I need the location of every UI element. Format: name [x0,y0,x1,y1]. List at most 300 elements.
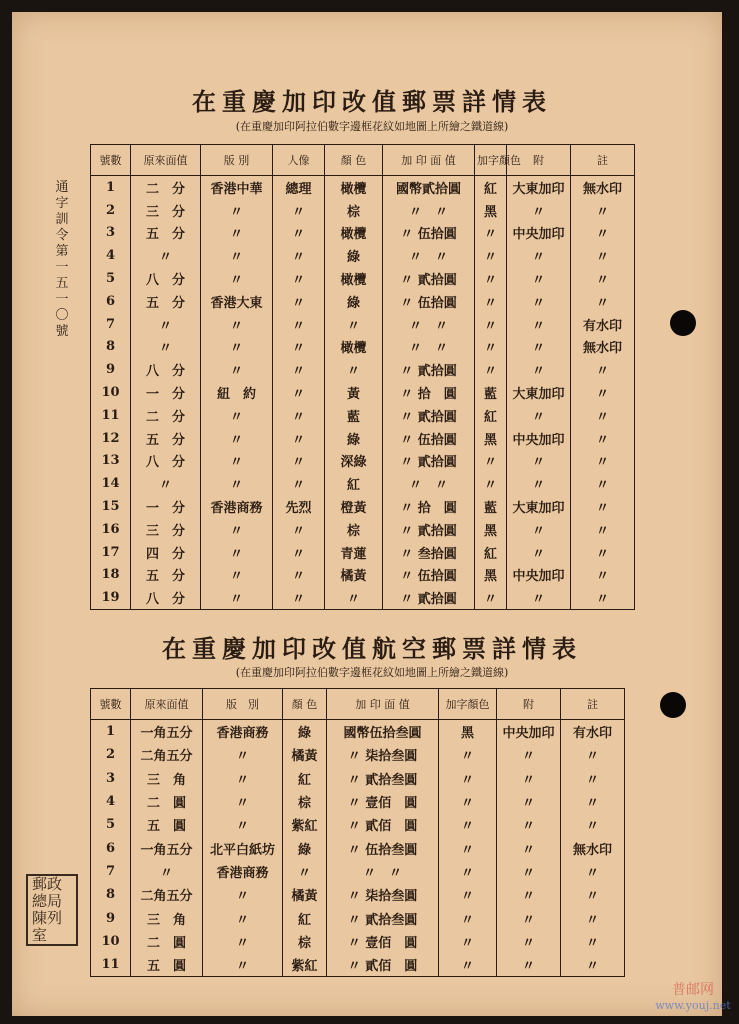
table1-cell-original-value: 八 分 [131,267,201,290]
table1-cell-number: 15 [91,495,131,518]
table1-cell-color: 藍 [325,404,383,427]
table1-cell-remarks-b: 〃 [571,244,635,267]
table1-cell-portrait: 〃 [273,313,325,336]
airmail-stamps-table [90,688,625,977]
table2-header-original-value: 原來面值 [131,689,203,720]
table1-cell-remarks-b: 〃 [571,427,635,450]
table1-cell-portrait: 〃 [273,199,325,222]
table1-cell-remarks-b: 〃 [571,541,635,564]
table2-cell-printing: 〃 [203,743,283,766]
table1-cell-original-value: 一 分 [131,495,201,518]
table2-row [91,883,625,906]
table2-cell-overprint-color: 〃 [439,743,497,766]
table1-cell-portrait: 〃 [273,267,325,290]
table2-cell-color: 綠 [283,836,327,859]
table1-cell-surcharge: 〃 〃 [383,244,475,267]
table1-cell-printing: 香港大東 [201,290,273,313]
table2-cell-remarks-b: 有水印 [561,720,625,744]
table1-header-number: 號數 [91,145,131,176]
table1-cell-remarks-b: 〃 [571,564,635,587]
table1-cell-surcharge: 〃 貳拾圓 [383,586,475,609]
table1-cell-printing: 〃 [201,267,273,290]
table2-cell-color: 紅 [283,767,327,790]
table1-cell-color: 綠 [325,290,383,313]
table1-cell-printing: 〃 [201,564,273,587]
table1-cell-original-value: 三 分 [131,199,201,222]
table2-cell-original-value: 五 圓 [131,953,203,977]
table1-cell-remarks-b: 〃 [571,199,635,222]
table1-row [91,381,635,404]
table1-cell-surcharge: 〃 伍拾圓 [383,290,475,313]
table1-cell-portrait: 〃 [273,564,325,587]
side-reference-note: 通字訓令第一五一〇號 [55,180,69,339]
table1-cell-original-value: 三 分 [131,518,201,541]
table1-cell-printing: 〃 [201,244,273,267]
table1-header-remarks-a: 附 [507,145,571,176]
table1-cell-remarks-a: 中央加印 [507,564,571,587]
table1-cell-printing: 〃 [201,586,273,609]
table1-cell-remarks-a: 大東加印 [507,495,571,518]
table2-cell-printing: 〃 [203,906,283,929]
table2-cell-overprint-color: 〃 [439,836,497,859]
table2-row [91,930,625,953]
table1-cell-color: 〃 [325,586,383,609]
table1-row [91,404,635,427]
table1-cell-color: 青蓮 [325,541,383,564]
table1-cell-printing: 〃 [201,518,273,541]
table1-cell-original-value: 〃 [131,336,201,359]
table1-cell-remarks-a: 大東加印 [507,381,571,404]
table1-cell-overprint-color: 〃 [475,222,507,245]
watermark-url: www.youj.net [655,999,731,1012]
table1-cell-printing: 香港中華 [201,176,273,199]
table2-cell-overprint-color: 〃 [439,953,497,977]
table1-cell-original-value: 一 分 [131,381,201,404]
table1-cell-overprint-color: 黑 [475,518,507,541]
table1-cell-remarks-a: 〃 [507,404,571,427]
table1-cell-color: 深綠 [325,450,383,473]
table2-cell-remarks-b: 〃 [561,743,625,766]
table1-cell-surcharge: 〃 〃 [383,336,475,359]
table2-title: 在重慶加印改值航空郵票詳情表 [162,634,582,663]
table2-row [91,790,625,813]
table2-cell-original-value: 一角五分 [131,720,203,744]
table2-header-surcharge: 加 印 面 值 [327,689,439,720]
table1-cell-portrait: 〃 [273,450,325,473]
table2-cell-remarks-a: 〃 [497,767,561,790]
table1-cell-remarks-a: 中央加印 [507,222,571,245]
table2-cell-printing: 〃 [203,790,283,813]
table2-cell-remarks-a: 〃 [497,743,561,766]
table2-cell-overprint-color: 〃 [439,767,497,790]
table2-cell-remarks-b: 〃 [561,930,625,953]
table1-cell-original-value: 八 分 [131,358,201,381]
table2-cell-printing: 香港商務 [203,720,283,744]
table1-header-remarks-b: 註 [571,145,635,176]
table2-cell-number: 8 [91,883,131,906]
table2-row [91,720,625,744]
table2-cell-printing: 北平白紙坊 [203,836,283,859]
table1-cell-color: 〃 [325,313,383,336]
table1-cell-portrait: 〃 [273,404,325,427]
table1-cell-remarks-b: 〃 [571,267,635,290]
table1-cell-portrait: 總理 [273,176,325,199]
table1-cell-printing: 〃 [201,541,273,564]
table2-cell-number: 10 [91,930,131,953]
table1-cell-overprint-color: 藍 [475,381,507,404]
table1-cell-color: 綠 [325,244,383,267]
table2-cell-remarks-a: 〃 [497,906,561,929]
table2-cell-remarks-b: 〃 [561,790,625,813]
table1-cell-overprint-color: 〃 [475,450,507,473]
table1-cell-number: 1 [91,176,131,199]
table2-cell-original-value: 三 角 [131,767,203,790]
table1-cell-remarks-a: 〃 [507,244,571,267]
table2-cell-surcharge: 〃 壹佰 圓 [327,790,439,813]
table2-cell-number: 6 [91,836,131,859]
table1-cell-color: 橄欖 [325,336,383,359]
table1-cell-number: 13 [91,450,131,473]
table2-cell-number: 4 [91,790,131,813]
table1-cell-overprint-color: 紅 [475,404,507,427]
table1-cell-overprint-color: 〃 [475,290,507,313]
table1-cell-original-value: 八 分 [131,450,201,473]
table1-cell-printing: 〃 [201,336,273,359]
table2-cell-printing: 〃 [203,813,283,836]
table2-header-remarks-b: 註 [561,689,625,720]
table1-cell-surcharge: 〃 貳拾圓 [383,404,475,427]
table2-row [91,767,625,790]
table1-cell-color: 〃 [325,358,383,381]
table1-cell-remarks-a: 〃 [507,267,571,290]
table2-cell-color: 綠 [283,720,327,744]
table1-cell-original-value: 二 分 [131,176,201,199]
table1-cell-remarks-a: 〃 [507,199,571,222]
table1-cell-surcharge: 國幣貳拾圓 [383,176,475,199]
table2-cell-original-value: 五 圓 [131,813,203,836]
table1-cell-color: 綠 [325,427,383,450]
table1-cell-surcharge: 〃 拾 圓 [383,381,475,404]
table2-cell-color: 紫紅 [283,953,327,977]
table2-cell-color: 橘黃 [283,743,327,766]
table1-cell-number: 17 [91,541,131,564]
table1-cell-surcharge: 〃 貳拾圓 [383,358,475,381]
table2-cell-printing: 〃 [203,953,283,977]
table1-cell-overprint-color: 黑 [475,199,507,222]
table2-cell-remarks-a: 〃 [497,836,561,859]
table1-cell-overprint-color: 黑 [475,427,507,450]
table1-row [91,176,635,199]
table2-cell-original-value: 一角五分 [131,836,203,859]
table1-cell-original-value: 二 分 [131,404,201,427]
table2-header-row [91,689,625,720]
table2-cell-remarks-b: 〃 [561,813,625,836]
table1-cell-remarks-b: 〃 [571,450,635,473]
table1-cell-number: 12 [91,427,131,450]
table2-cell-printing: 〃 [203,883,283,906]
table1-cell-number: 18 [91,564,131,587]
table2-cell-overprint-color: 黑 [439,720,497,744]
table1-cell-remarks-b: 〃 [571,518,635,541]
table1-row [91,450,635,473]
table1-row [91,586,635,609]
table2-cell-number: 9 [91,906,131,929]
table1-cell-printing: 〃 [201,427,273,450]
table1-cell-overprint-color: 〃 [475,267,507,290]
table1-cell-overprint-color: 紅 [475,541,507,564]
table1-cell-surcharge: 〃 伍拾圓 [383,564,475,587]
table2-cell-printing: 〃 [203,930,283,953]
table1-cell-surcharge: 〃 〃 [383,472,475,495]
table1-cell-original-value: 〃 [131,313,201,336]
table1-cell-remarks-a: 〃 [507,358,571,381]
table1-cell-remarks-a: 大東加印 [507,176,571,199]
table2-cell-remarks-b: 〃 [561,767,625,790]
table1-cell-overprint-color: 〃 [475,244,507,267]
table1-cell-remarks-a: 中央加印 [507,427,571,450]
table1-cell-remarks-b: 〃 [571,404,635,427]
table1-cell-remarks-a: 〃 [507,450,571,473]
table1-cell-remarks-b: 〃 [571,358,635,381]
table2-cell-color: 橘黃 [283,883,327,906]
table1-cell-printing: 〃 [201,358,273,381]
table1-cell-portrait: 〃 [273,290,325,313]
table1-cell-overprint-color: 黑 [475,564,507,587]
table1-cell-surcharge: 〃 伍拾圓 [383,427,475,450]
table1-cell-printing: 〃 [201,313,273,336]
table1-subtitle: (在重慶加印阿拉伯數字邊框花紋如地圖上所繪之鐵道線) [235,120,509,133]
table1-header-surcharge: 加 印 面 值 [383,145,475,176]
table1-cell-color: 橘黃 [325,564,383,587]
table1-cell-surcharge: 〃 〃 [383,313,475,336]
table1-row [91,358,635,381]
table1-cell-portrait: 〃 [273,381,325,404]
table2-cell-overprint-color: 〃 [439,883,497,906]
punch-hole-bottom [660,692,686,718]
table2-cell-original-value: 二 圓 [131,930,203,953]
table1-row [91,541,635,564]
table2-cell-surcharge: 〃 〃 [327,860,439,883]
table2-cell-remarks-a: 〃 [497,930,561,953]
table2-cell-surcharge: 〃 壹佰 圓 [327,930,439,953]
table2-cell-remarks-b: 〃 [561,906,625,929]
table2-body [91,720,625,977]
table1-row [91,564,635,587]
table1-cell-overprint-color: 〃 [475,586,507,609]
table1-cell-original-value: 五 分 [131,290,201,313]
table1-cell-original-value: 〃 [131,472,201,495]
table1-cell-surcharge: 〃 〃 [383,199,475,222]
table1-cell-remarks-a: 〃 [507,290,571,313]
table1-cell-printing: 香港商務 [201,495,273,518]
table1-cell-portrait: 〃 [273,244,325,267]
table1-row [91,199,635,222]
table1-cell-original-value: 五 分 [131,222,201,245]
table2-header-printing: 版 別 [203,689,283,720]
table1-cell-overprint-color: 藍 [475,495,507,518]
table1-cell-remarks-b: 〃 [571,472,635,495]
table1-cell-remarks-b: 〃 [571,586,635,609]
table2-cell-color: 棕 [283,790,327,813]
table1-cell-number: 5 [91,267,131,290]
table1-cell-remarks-a: 〃 [507,336,571,359]
table1-row [91,518,635,541]
table1-cell-number: 10 [91,381,131,404]
table1-cell-color: 棕 [325,199,383,222]
table1-cell-remarks-a: 〃 [507,518,571,541]
table2-cell-number: 11 [91,953,131,977]
table2-cell-overprint-color: 〃 [439,906,497,929]
table2-cell-printing: 〃 [203,767,283,790]
table2-cell-surcharge: 〃 貳拾叁圓 [327,906,439,929]
table1-cell-surcharge: 〃 拾 圓 [383,495,475,518]
table1-cell-portrait: 〃 [273,518,325,541]
table2-header-number: 號數 [91,689,131,720]
table2-cell-surcharge: 國幣伍拾叁圓 [327,720,439,744]
table2-cell-printing: 香港商務 [203,860,283,883]
table1-cell-printing: 〃 [201,199,273,222]
table1-header-row [91,145,635,176]
table2-cell-surcharge: 〃 貳佰 圓 [327,813,439,836]
table2-cell-number: 2 [91,743,131,766]
archive-seal-stamp: 郵政總局陳列室 [26,874,78,946]
table2-cell-overprint-color: 〃 [439,860,497,883]
table1-cell-portrait: 〃 [273,586,325,609]
table2-header-overprint-color: 加字顏色 [439,689,497,720]
table2-row [91,906,625,929]
table2-header-remarks-a: 附 [497,689,561,720]
table2-subtitle: (在重慶加印阿拉伯數字邊框花紋如地圖上所繪之鐵道線) [235,666,509,679]
table1-header-portrait: 人像 [273,145,325,176]
table2-cell-remarks-a: 中央加印 [497,720,561,744]
table1-cell-original-value: 五 分 [131,564,201,587]
table2-cell-color: 紫紅 [283,813,327,836]
table2-row [91,743,625,766]
table1-cell-number: 11 [91,404,131,427]
table2-cell-original-value: 〃 [131,860,203,883]
table1-cell-portrait: 〃 [273,336,325,359]
table1-header-original-value: 原來面值 [131,145,201,176]
site-watermark [648,982,738,1014]
table1-cell-printing: 〃 [201,472,273,495]
table1-cell-number: 4 [91,244,131,267]
table1-cell-portrait: 〃 [273,541,325,564]
table2-cell-overprint-color: 〃 [439,930,497,953]
table2-cell-number: 1 [91,720,131,744]
table1-cell-number: 2 [91,199,131,222]
table1-cell-printing: 〃 [201,450,273,473]
table1-header-printing: 版 別 [201,145,273,176]
table1-cell-surcharge: 〃 貳拾圓 [383,267,475,290]
table2-cell-color: 紅 [283,906,327,929]
table1-cell-overprint-color: 〃 [475,336,507,359]
table2-cell-remarks-a: 〃 [497,953,561,977]
table1-cell-number: 8 [91,336,131,359]
table1-row [91,336,635,359]
table2-cell-remarks-b: 無水印 [561,836,625,859]
table1-row [91,290,635,313]
table2-cell-remarks-b: 〃 [561,953,625,977]
table1-cell-printing: 〃 [201,404,273,427]
table1-cell-number: 14 [91,472,131,495]
table2-row [91,836,625,859]
table2-header-color: 顏 色 [283,689,327,720]
table1-cell-portrait: 先烈 [273,495,325,518]
table2-cell-surcharge: 〃 柒拾叁圓 [327,883,439,906]
table2-cell-color: 〃 [283,860,327,883]
table2-row [91,953,625,977]
table2-cell-remarks-b: 〃 [561,860,625,883]
table1-cell-remarks-b: 〃 [571,381,635,404]
table1-title: 在重慶加印改值郵票詳情表 [192,87,552,116]
table1-cell-number: 19 [91,586,131,609]
table2-cell-surcharge: 〃 伍拾叁圓 [327,836,439,859]
table1-cell-color: 棕 [325,518,383,541]
table1-cell-number: 9 [91,358,131,381]
table1-header-overprint-color: 加字顏色 [475,145,507,176]
watermark-brand: 普邮网 [672,982,714,998]
table1-cell-remarks-a: 〃 [507,541,571,564]
table1-cell-overprint-color: 紅 [475,176,507,199]
table1-row [91,222,635,245]
table2-cell-original-value: 二角五分 [131,883,203,906]
table1-cell-portrait: 〃 [273,427,325,450]
table1-row [91,313,635,336]
table1-cell-surcharge: 〃 貳拾圓 [383,518,475,541]
table2-cell-overprint-color: 〃 [439,790,497,813]
table1-cell-color: 橄欖 [325,267,383,290]
table1-cell-printing: 〃 [201,222,273,245]
table1-cell-portrait: 〃 [273,358,325,381]
table1-cell-color: 橙黃 [325,495,383,518]
table1-row [91,495,635,518]
table1-cell-remarks-b: 〃 [571,222,635,245]
table1-cell-original-value: 五 分 [131,427,201,450]
table1-header-color: 顏 色 [325,145,383,176]
table1-cell-color: 紅 [325,472,383,495]
table1-body [91,176,635,610]
table2-cell-number: 3 [91,767,131,790]
table1-cell-overprint-color: 〃 [475,358,507,381]
table1-cell-portrait: 〃 [273,472,325,495]
table2-cell-original-value: 二 圓 [131,790,203,813]
table2-cell-surcharge: 〃 柒拾叁圓 [327,743,439,766]
table2-cell-remarks-b: 〃 [561,883,625,906]
table1-cell-remarks-a: 〃 [507,586,571,609]
table1-cell-number: 3 [91,222,131,245]
table2-row [91,860,625,883]
table2-cell-remarks-a: 〃 [497,790,561,813]
table1-cell-portrait: 〃 [273,222,325,245]
table2-cell-remarks-a: 〃 [497,883,561,906]
table2-cell-number: 5 [91,813,131,836]
table2-cell-original-value: 二角五分 [131,743,203,766]
table1-row [91,267,635,290]
table1-cell-surcharge: 〃 貳拾圓 [383,450,475,473]
table1-cell-remarks-b: 無水印 [571,176,635,199]
table1-cell-number: 7 [91,313,131,336]
regular-stamps-table [90,144,635,610]
punch-hole-top [670,310,696,336]
table1-cell-original-value: 〃 [131,244,201,267]
table1-cell-remarks-b: 無水印 [571,336,635,359]
table2-cell-surcharge: 〃 貳拾叁圓 [327,767,439,790]
table1-cell-original-value: 四 分 [131,541,201,564]
table1-cell-overprint-color: 〃 [475,472,507,495]
table1-cell-color: 黃 [325,381,383,404]
table1-cell-remarks-b: 有水印 [571,313,635,336]
table1-row [91,472,635,495]
